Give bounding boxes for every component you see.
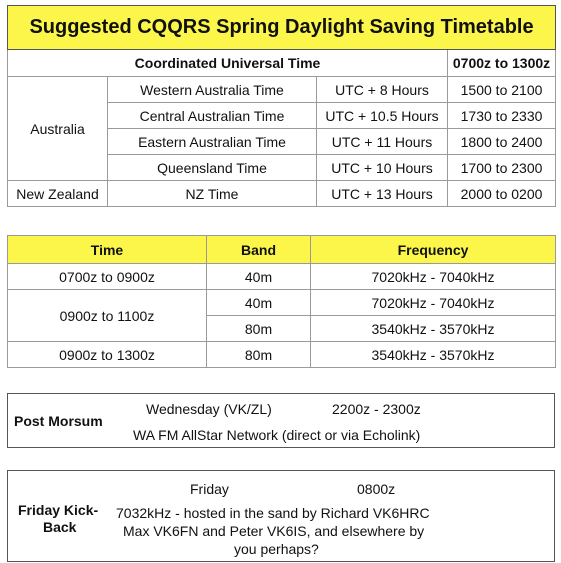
post-morsum-time: 2200z - 2300z bbox=[332, 401, 421, 417]
zone-offset: UTC + 8 Hours bbox=[317, 77, 448, 103]
zone-offset: UTC + 10.5 Hours bbox=[317, 103, 448, 129]
slot-band: 40m bbox=[207, 290, 311, 316]
post-morsum-box bbox=[7, 393, 555, 448]
header-time: Time bbox=[8, 236, 207, 264]
header-band: Band bbox=[207, 236, 311, 264]
zone-offset: UTC + 10 Hours bbox=[317, 155, 448, 181]
slot-band: 80m bbox=[207, 342, 311, 368]
slot-time: 0700z to 0900z bbox=[8, 264, 207, 290]
slot-frequency: 3540kHz - 3570kHz bbox=[311, 342, 556, 368]
slot-band: 40m bbox=[207, 264, 311, 290]
slot-time: 0900z to 1100z bbox=[8, 290, 207, 342]
utc-timetable bbox=[7, 5, 556, 207]
utc-header-label: Coordinated Universal Time bbox=[8, 50, 448, 77]
slot-frequency: 3540kHz - 3570kHz bbox=[311, 316, 556, 342]
zone-name: Western Australia Time bbox=[108, 77, 317, 103]
zone-range: 1800 to 2400 bbox=[448, 129, 556, 155]
header-frequency: Frequency bbox=[311, 236, 556, 264]
post-morsum-day: Wednesday (VK/ZL) bbox=[146, 401, 272, 417]
region-new-zealand: New Zealand bbox=[8, 181, 108, 207]
zone-range: 1700 to 2300 bbox=[448, 155, 556, 181]
region-australia: Australia bbox=[8, 77, 108, 181]
friday-label-line1: Friday Kick- bbox=[18, 502, 99, 518]
post-morsum-network: WA FM AllStar Network (direct or via Echolink) bbox=[133, 427, 421, 443]
utc-header-range: 0700z to 1300z bbox=[448, 50, 556, 77]
slot-frequency: 7020kHz - 7040kHz bbox=[311, 290, 556, 316]
zone-name: Eastern Australian Time bbox=[108, 129, 317, 155]
friday-time: 0800z bbox=[357, 481, 396, 497]
slot-band: 80m bbox=[207, 316, 311, 342]
friday-desc-line3: you perhaps? bbox=[234, 541, 319, 557]
page-title: Suggested CQQRS Spring Daylight Saving Timetable bbox=[8, 6, 556, 50]
zone-range: 2000 to 0200 bbox=[448, 181, 556, 207]
friday-day: Friday bbox=[190, 481, 229, 497]
zone-offset: UTC + 13 Hours bbox=[317, 181, 448, 207]
band-table bbox=[7, 235, 556, 368]
friday-desc-line1: 7032kHz - hosted in the sand by Richard VK6HRC bbox=[116, 505, 430, 521]
zone-range: 1500 to 2100 bbox=[448, 77, 556, 103]
slot-frequency: 7020kHz - 7040kHz bbox=[311, 264, 556, 290]
zone-range: 1730 to 2330 bbox=[448, 103, 556, 129]
friday-label-line2: Back bbox=[43, 519, 77, 535]
zone-name: NZ Time bbox=[108, 181, 317, 207]
zone-name: Central Australian Time bbox=[108, 103, 317, 129]
friday-desc-line2: Max VK6FN and Peter VK6IS, and elsewhere by bbox=[123, 523, 425, 539]
post-morsum-label: Post Morsum bbox=[14, 413, 103, 429]
friday-kickback-box bbox=[7, 470, 555, 562]
zone-name: Queensland Time bbox=[108, 155, 317, 181]
zone-offset: UTC + 11 Hours bbox=[317, 129, 448, 155]
slot-time: 0900z to 1300z bbox=[8, 342, 207, 368]
